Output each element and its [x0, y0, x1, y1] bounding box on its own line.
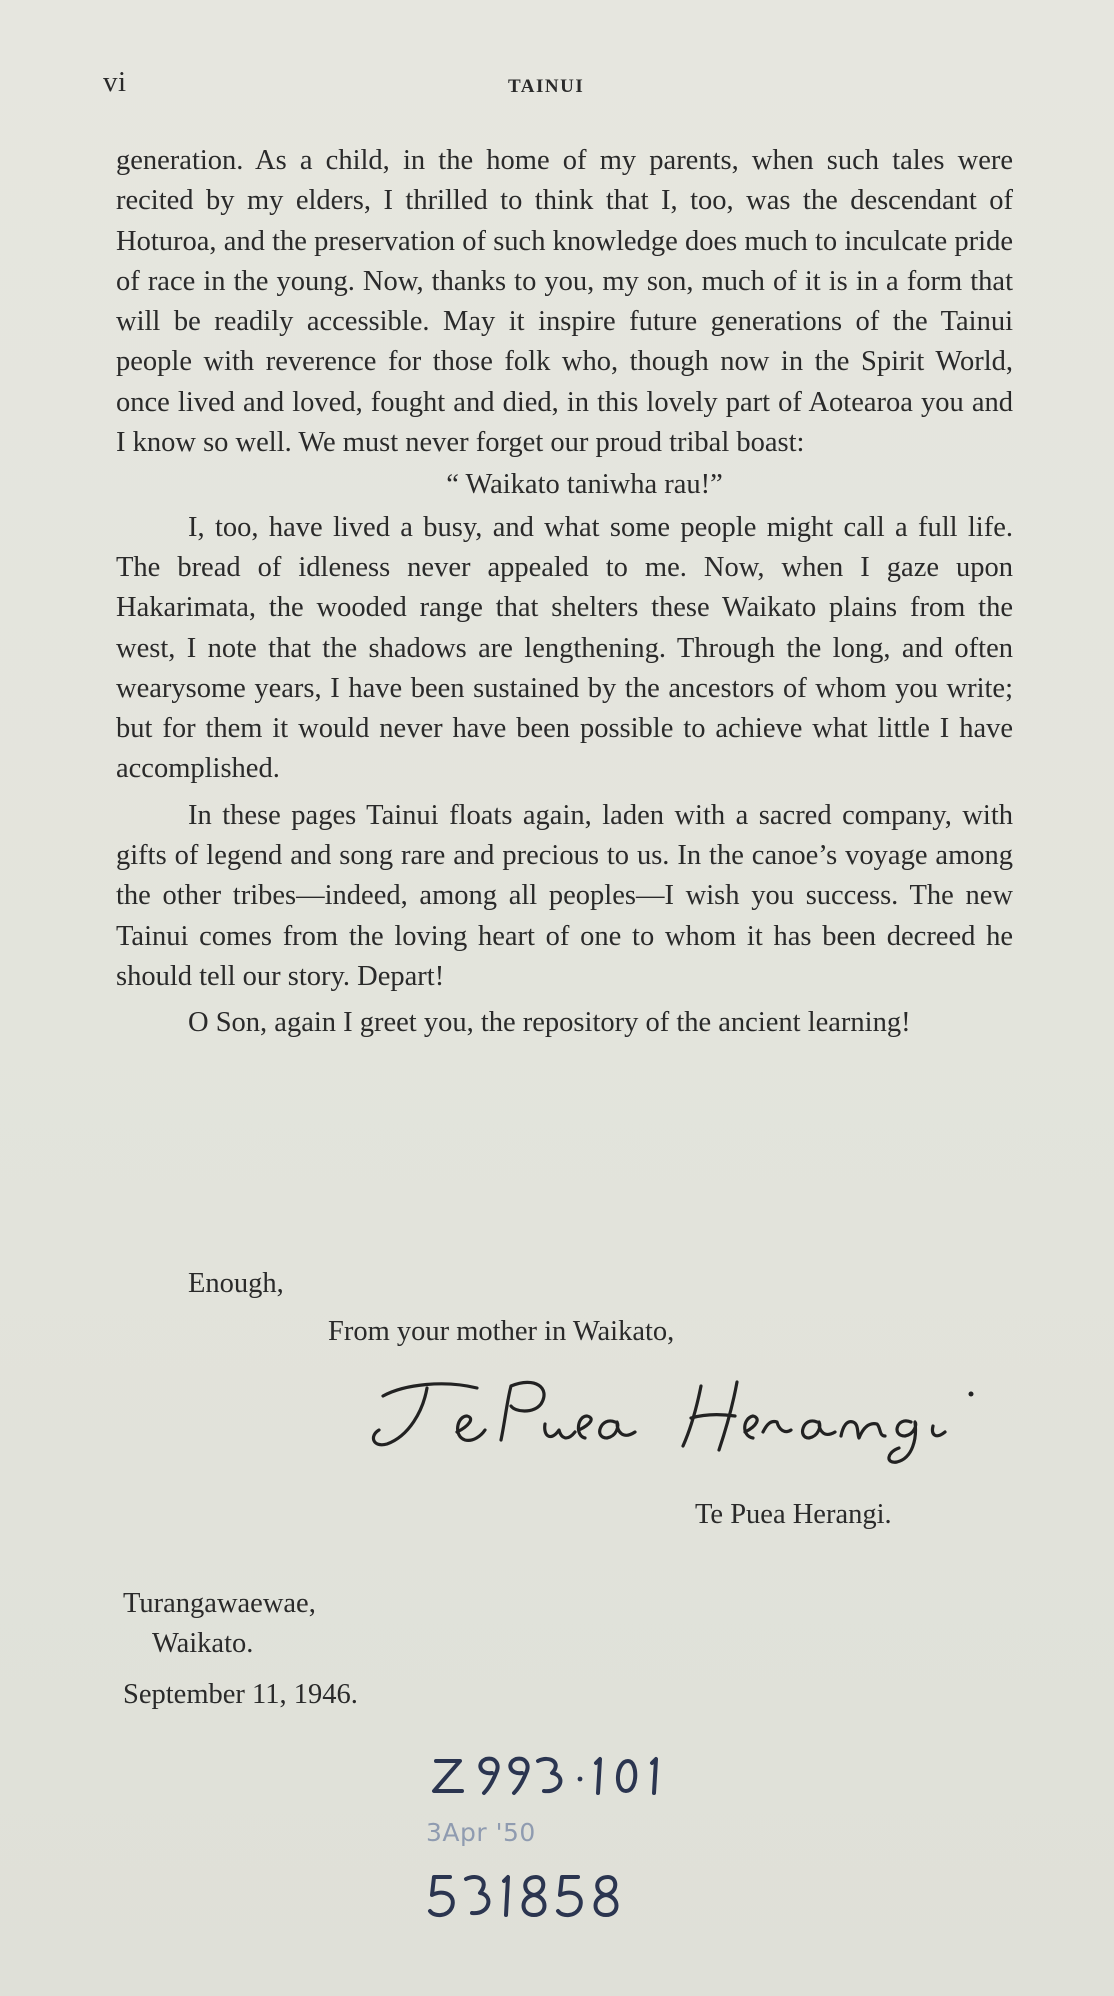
- library-stamp: [420, 1715, 680, 1945]
- quotation: “ Waikato taniwha rau!”: [446, 469, 723, 501]
- place-line-2: Waikato.: [152, 1628, 254, 1659]
- letter-date: September 11, 1946.: [123, 1679, 358, 1710]
- paragraph-1: generation. As a child, in the home of my parents, when such tales were recited by my elders, I thrilled to think that I, too, was the descendant of Hoturoa, and the preservation of such knowledge does much to inculcate pride of race in the young. Now, thanks to you, my son, much of it is in a form that will be readily accessible. May it inspire future generations of the Tainui people with reverence for those folk who, though now in the Spirit World, once lived and loved, fought and died, in this lovely part of Aotearoa you and I know so well. We must never forget our proud tribal boast:: [116, 145, 1013, 459]
- date-stamp: [420, 1811, 680, 1851]
- closing-from: From your mother in Waikato,: [328, 1316, 675, 1347]
- paragraph-2: I, too, have lived a busy, and what some people might call a full life. The bread of idleness never appealed to me. Now, when I gaze upon Hakarimata, the wooded range that shelters these Waikato plains from the west, I note that the shadows are lengthening. Through the long, and often wearysome years, I have been sustained by the ancestors of whom you write; but for them it would never have been possible to achieve what little I have accomplished.: [116, 511, 1013, 785]
- letter-body: [116, 141, 1013, 1044]
- closing-enough: Enough,: [188, 1268, 284, 1299]
- printed-name: Te Puea Herangi.: [695, 1499, 892, 1530]
- svg-text:3Apr '50: 3Apr '50: [426, 1818, 536, 1847]
- paragraph-4: O Son, again I greet you, the repository of the ancient learning!: [188, 1007, 911, 1039]
- handwritten-signature: [365, 1366, 1025, 1466]
- running-head: [103, 66, 1013, 106]
- page-number: vi: [103, 66, 127, 98]
- running-title: TAINUI: [508, 76, 585, 97]
- call-number-handwritten: [420, 1745, 680, 1805]
- accession-number-handwritten: [420, 1865, 680, 1929]
- place-line-1: Turangawaewae,: [123, 1588, 316, 1619]
- paragraph-3: In these pages Tainui floats again, laden with a sacred company, with gifts of legend and song rare and precious to us. In the canoe’s voyage among the other tribes—indeed, among all peoples—I wish you success. The new Tainui comes from the loving heart of one to whom it has been decreed he should tell our story. Depart!: [116, 799, 1013, 992]
